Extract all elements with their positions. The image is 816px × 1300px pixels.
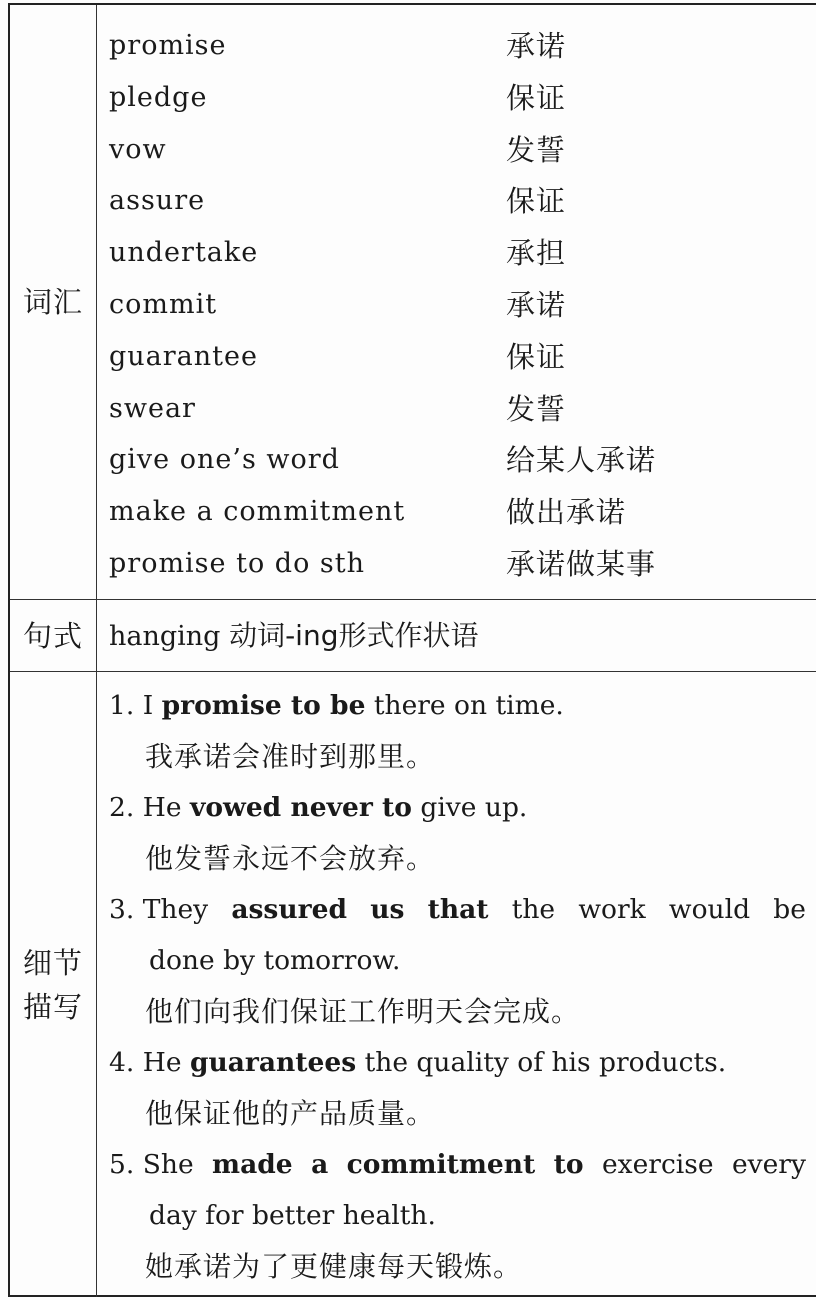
example-number: 3. — [109, 894, 135, 925]
vocab-english: swear — [109, 392, 196, 424]
example-text: exercise — [601, 1149, 714, 1180]
detail-label-cell — [10, 672, 97, 1297]
example-chinese: 他发誓永远不会放弃。 — [145, 842, 436, 875]
list-item — [109, 228, 809, 280]
list-item — [109, 332, 809, 384]
vocab-label: 词汇 — [22, 285, 83, 319]
vocab-chinese: 承诺 — [506, 29, 567, 63]
example-chinese: 他们向我们保证工作明天会完成。 — [145, 995, 581, 1028]
detail-label-line2: 描写 — [22, 989, 83, 1024]
pattern-english: hanging — [109, 621, 230, 652]
example-text: give up. — [411, 792, 528, 823]
vocab-chinese: 做出承诺 — [506, 495, 627, 530]
pattern-chinese: 动词-ing形式作状语 — [229, 619, 479, 652]
list-item — [109, 487, 809, 539]
example-bold-word: commitment — [346, 1149, 536, 1180]
justified-line — [109, 884, 806, 935]
example-number: 1. — [109, 690, 135, 721]
vocab-chinese: 给某人承诺 — [506, 443, 657, 478]
example-number: 4. — [109, 1047, 135, 1078]
example-item — [109, 1037, 808, 1139]
vocab-label-cell — [10, 5, 97, 599]
vocab-english: assure — [109, 185, 206, 217]
vocab-chinese: 发誓 — [506, 391, 567, 426]
vocab-table — [8, 3, 816, 1297]
vocab-english: promise to do sth — [109, 547, 366, 579]
example-chinese: 我承诺会准时到那里。 — [145, 740, 436, 773]
vocab-chinese: 保证 — [506, 339, 567, 374]
list-item — [109, 384, 809, 436]
example-text: He — [134, 792, 190, 823]
example-english — [109, 782, 808, 833]
example-number: 2. — [109, 792, 135, 823]
example-text: work — [578, 894, 646, 925]
example-bold-word: to — [553, 1149, 584, 1180]
example-text: every — [731, 1149, 806, 1180]
list-item — [109, 280, 809, 332]
example-item — [109, 884, 808, 1037]
list-item — [109, 73, 809, 125]
example-number-word — [109, 1139, 194, 1190]
vocab-chinese: 保证 — [506, 80, 567, 115]
example-chinese: 她承诺为了更健康每天锻炼。 — [145, 1250, 523, 1283]
pattern-label: 句式 — [22, 618, 83, 653]
example-bold-phrase: guarantees — [189, 1047, 357, 1078]
pattern-text — [109, 600, 478, 672]
vocab-list — [109, 21, 809, 591]
vocab-chinese: 承诺 — [506, 287, 567, 322]
example-text: be — [773, 894, 806, 925]
example-chinese: 他保证他的产品质量。 — [145, 1097, 436, 1130]
example-bold-word: us — [370, 894, 405, 925]
vocab-english: make a commitment — [109, 496, 406, 528]
example-text: He — [134, 1047, 190, 1078]
list-item — [109, 125, 809, 177]
example-text: would — [668, 894, 751, 925]
list-item — [109, 21, 809, 73]
example-bold-word: assured — [231, 894, 347, 925]
vocab-chinese: 承担 — [506, 236, 567, 271]
vocab-chinese: 承诺做某事 — [506, 546, 657, 581]
pattern-row — [10, 600, 816, 672]
example-item — [109, 680, 808, 782]
vocab-content-cell — [97, 5, 816, 599]
vocab-english: undertake — [109, 237, 259, 269]
vocab-english: commit — [109, 288, 218, 320]
example-english — [109, 680, 808, 731]
example-bold-word: a — [311, 1149, 329, 1180]
vocab-chinese: 发誓 — [506, 132, 567, 167]
example-number: 5. — [109, 1149, 135, 1180]
example-text: They — [142, 894, 209, 925]
list-item — [109, 539, 809, 591]
detail-label-line1: 细节 — [22, 945, 83, 980]
example-continuation: done by tomorrow. — [149, 945, 401, 976]
vocab-english: guarantee — [109, 340, 258, 372]
detail-row — [10, 672, 816, 1297]
example-item — [109, 782, 808, 884]
vocab-row — [10, 5, 816, 600]
vocab-english: pledge — [109, 81, 208, 113]
pattern-content-cell — [97, 600, 816, 671]
detail-content-cell — [97, 672, 816, 1297]
pattern-label-cell — [10, 600, 97, 671]
justified-line — [109, 1139, 806, 1190]
example-text: I — [134, 690, 162, 721]
example-bold-word: made — [212, 1149, 293, 1180]
example-bold-phrase: promise to be — [161, 690, 366, 721]
example-text: the quality of his products. — [356, 1047, 727, 1078]
example-bold-phrase: vowed never to — [189, 792, 412, 823]
example-english — [109, 884, 808, 986]
example-number-word — [109, 884, 208, 935]
example-text: there on time. — [365, 690, 564, 721]
list-item — [109, 435, 809, 487]
vocab-english: give one’s word — [109, 444, 340, 476]
example-item — [109, 1139, 808, 1292]
example-text: the — [511, 894, 556, 925]
vocab-chinese: 保证 — [506, 184, 567, 219]
list-item — [109, 176, 809, 228]
vocab-english: vow — [109, 133, 167, 165]
examples-list — [109, 680, 808, 1292]
example-english — [109, 1139, 808, 1241]
vocab-english: promise — [109, 30, 227, 61]
example-bold-word: that — [427, 894, 489, 925]
example-english — [109, 1037, 808, 1088]
example-continuation: day for better health. — [149, 1200, 436, 1231]
example-text: She — [142, 1149, 194, 1180]
